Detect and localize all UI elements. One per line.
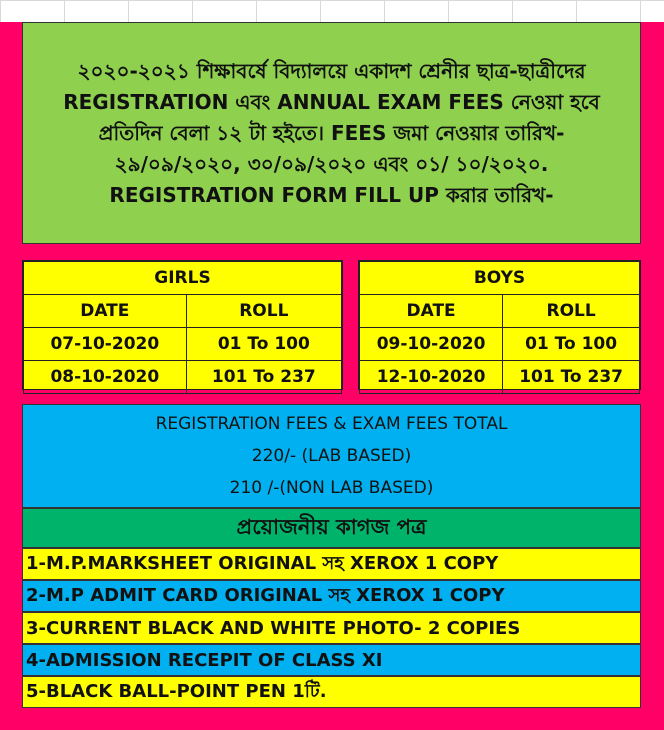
- table-row: [360, 328, 640, 361]
- boys-schedule-table: [358, 260, 641, 390]
- column-header-date: DATE: [360, 295, 503, 328]
- notice-line: REGISTRATION FORM FILL UP করার তারিখ-: [109, 182, 554, 207]
- notice-line: ২০২০-২০২১ শিক্ষাবর্ষে বিদ্যালয়ে একাদশ শ্রেনীর ছাত্র-ছাত্রীদের: [77, 58, 586, 83]
- date-cell: 12-10-2020: [360, 361, 503, 394]
- column-header-roll: ROLL: [186, 295, 341, 328]
- roll-cell: 01 To 100: [503, 328, 640, 361]
- table-row: [360, 361, 640, 394]
- document-item: 4-ADMISSION RECEPIT OF CLASS XI: [22, 644, 641, 676]
- table-row: [24, 328, 342, 361]
- fees-heading: REGISTRATION FEES & EXAM FEES TOTAL: [155, 414, 508, 434]
- fees-panel: [22, 404, 641, 508]
- girls-schedule-table: [22, 260, 343, 390]
- date-cell: 07-10-2020: [24, 328, 187, 361]
- roll-cell: 101 To 237: [186, 361, 341, 394]
- roll-cell: 101 To 237: [503, 361, 640, 394]
- notice-panel: [22, 22, 641, 244]
- date-cell: 08-10-2020: [24, 361, 187, 394]
- table-row: [24, 361, 342, 394]
- fees-lab-based: 220/- (LAB BASED): [251, 446, 412, 466]
- notice-line: ২৯/০৯/২০২০, ৩০/০৯/২০২০ এবং ০১/ ১০/২০২০.: [114, 151, 549, 176]
- girls-title: GIRLS: [24, 262, 342, 295]
- column-header-roll: ROLL: [503, 295, 640, 328]
- document-item: 5-BLACK BALL-POINT PEN 1টি.: [22, 676, 641, 708]
- document-item: 1-M.P.MARKSHEET ORIGINAL সহ XEROX 1 COPY: [22, 548, 641, 580]
- documents-title: প্রয়োজনীয় কাগজ পত্র: [22, 508, 641, 548]
- column-header-date: DATE: [24, 295, 187, 328]
- fees-non-lab-based: 210 /-(NON LAB BASED): [229, 478, 434, 498]
- roll-cell: 01 To 100: [186, 328, 341, 361]
- notice-line: REGISTRATION এবং ANNUAL EXAM FEES নেওয়া হবে: [63, 89, 600, 114]
- spreadsheet-grid: [0, 0, 664, 22]
- boys-title: BOYS: [360, 262, 640, 295]
- date-cell: 09-10-2020: [360, 328, 503, 361]
- notice-line: প্রতিদিন বেলা ১২ টা হইতে। FEES জমা নেওয়ার তারিখ-: [98, 120, 565, 145]
- document-item: 2-M.P ADMIT CARD ORIGINAL সহ XEROX 1 COPY: [22, 580, 641, 612]
- document-item: 3-CURRENT BLACK AND WHITE PHOTO- 2 COPIES: [22, 612, 641, 644]
